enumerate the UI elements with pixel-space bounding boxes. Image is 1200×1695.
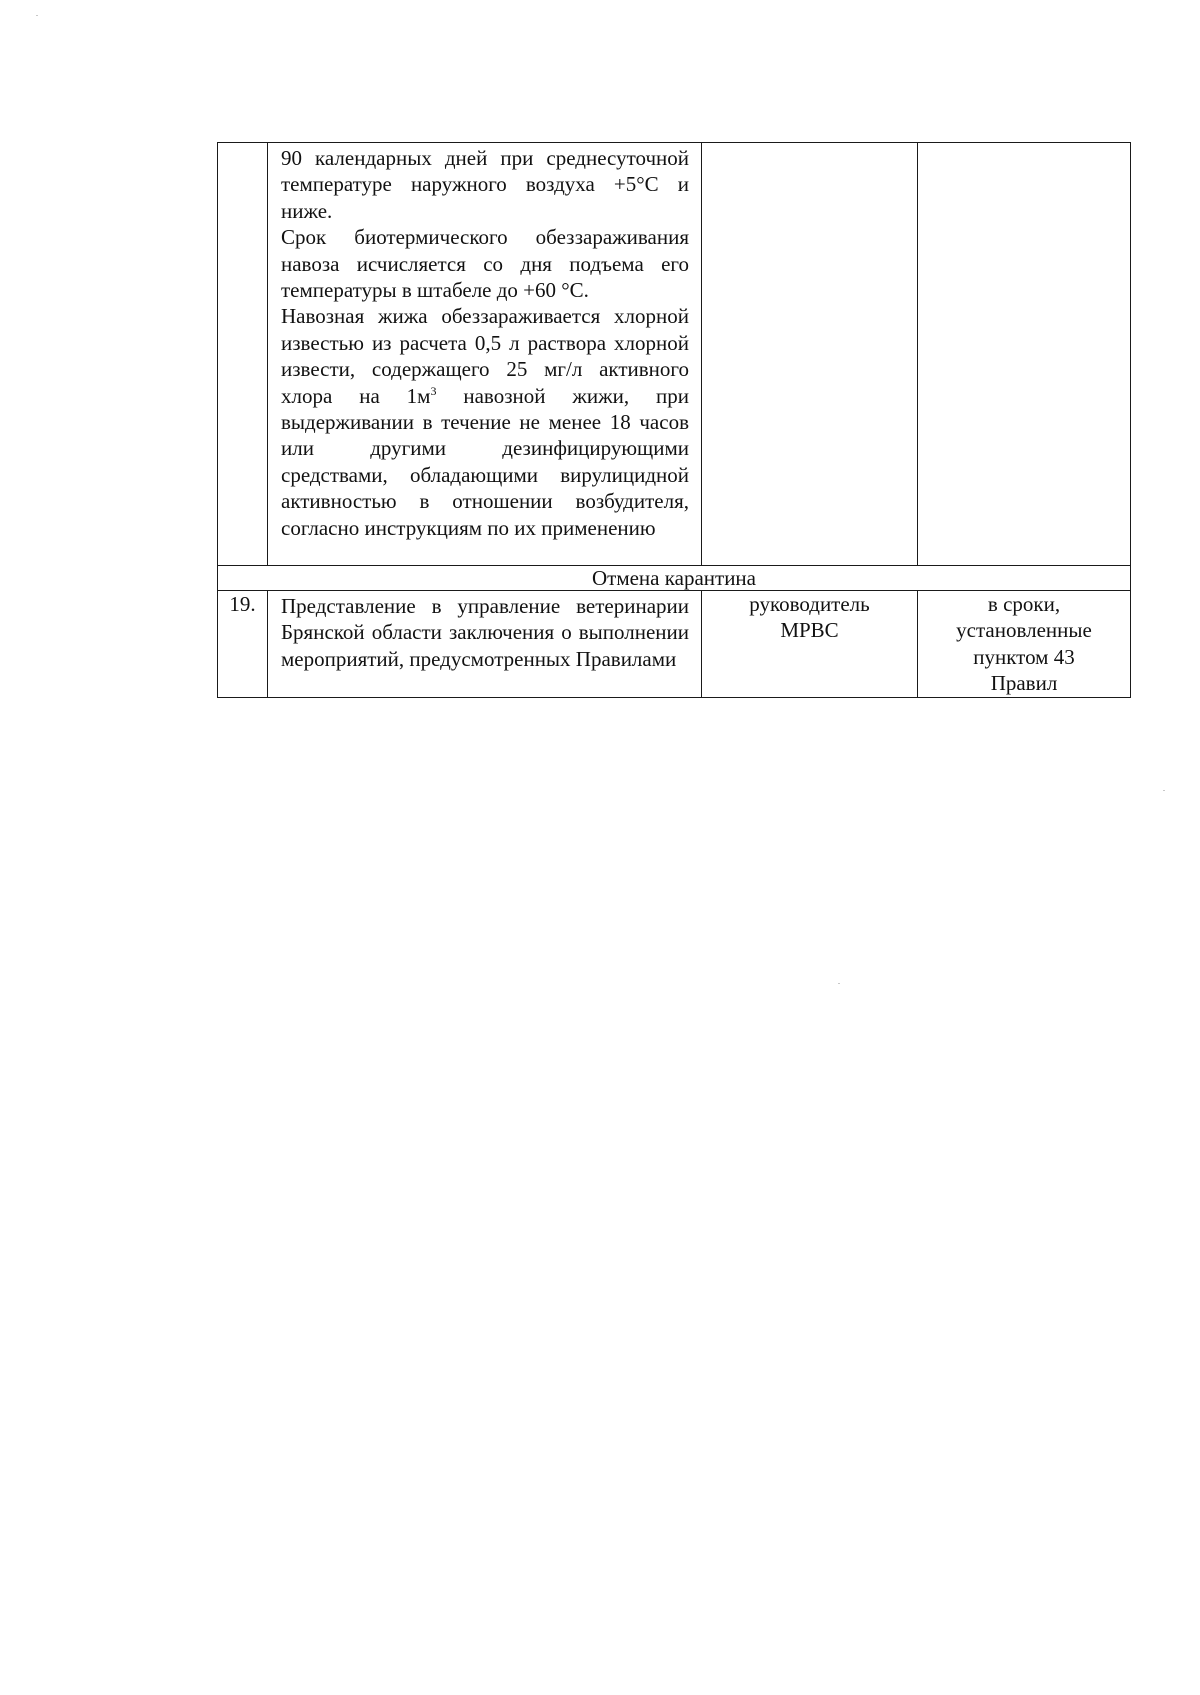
action-paragraph: [281, 303, 689, 541]
measures-table: [217, 142, 1131, 698]
deadline-cell: [918, 143, 1131, 566]
row-number-cell: [218, 591, 268, 698]
responsible-cell: [702, 143, 918, 566]
scan-speck: [1163, 790, 1165, 791]
table-row: [218, 143, 1131, 566]
scan-speck: [838, 983, 840, 984]
action-paragraph: Представление в управление ветеринарии Брянской области заключения о выполнении мероприятий, предусмотренных Правилами: [281, 594, 689, 671]
action-paragraph: 90 календарных дней при среднесуточной температуре наружного воздуха +5°С и ниже.: [281, 146, 689, 223]
cubic-superscript: 3: [430, 383, 437, 398]
row-number: 19.: [229, 592, 256, 616]
scan-speck: [36, 15, 38, 16]
action-cell: [268, 143, 702, 566]
manure-text-after: навозной жижи, при выдерживании в течение не менее 18 часов или другими дезинфицирующими средствами, обладающими вирулицидной активностью в отношении возбудителя, согласно инструкциям по их применению: [281, 383, 690, 540]
responsible-line: руководитель: [749, 592, 870, 616]
deadline-line: Правил: [990, 671, 1058, 696]
action-paragraph: Срок биотермического обеззараживания навоза исчисляется со дня подъема его температуры в штабеле до +60 °С.: [281, 225, 689, 303]
deadline-line: установленные: [956, 618, 1092, 643]
row-number-cell: [218, 143, 268, 566]
section-heading: Отмена карантина: [218, 566, 1131, 591]
manure-text-before: Навозная жижа обеззараживается хлорной известью из расчета 0,5 л раствора хлорной извести, содержащего 25 мг/л активного хлора на 1м: [281, 304, 689, 408]
action-cell: [268, 591, 702, 698]
responsible-cell: [702, 591, 918, 698]
deadline-line: пунктом 43: [973, 644, 1075, 669]
action-text: [268, 591, 701, 672]
section-row: [218, 566, 1131, 591]
table-row: [218, 591, 1131, 698]
deadline-line: в сроки,: [987, 592, 1061, 616]
responsible-line: МРВС: [780, 618, 839, 643]
action-text: [268, 143, 701, 541]
deadline-cell: [918, 591, 1131, 698]
